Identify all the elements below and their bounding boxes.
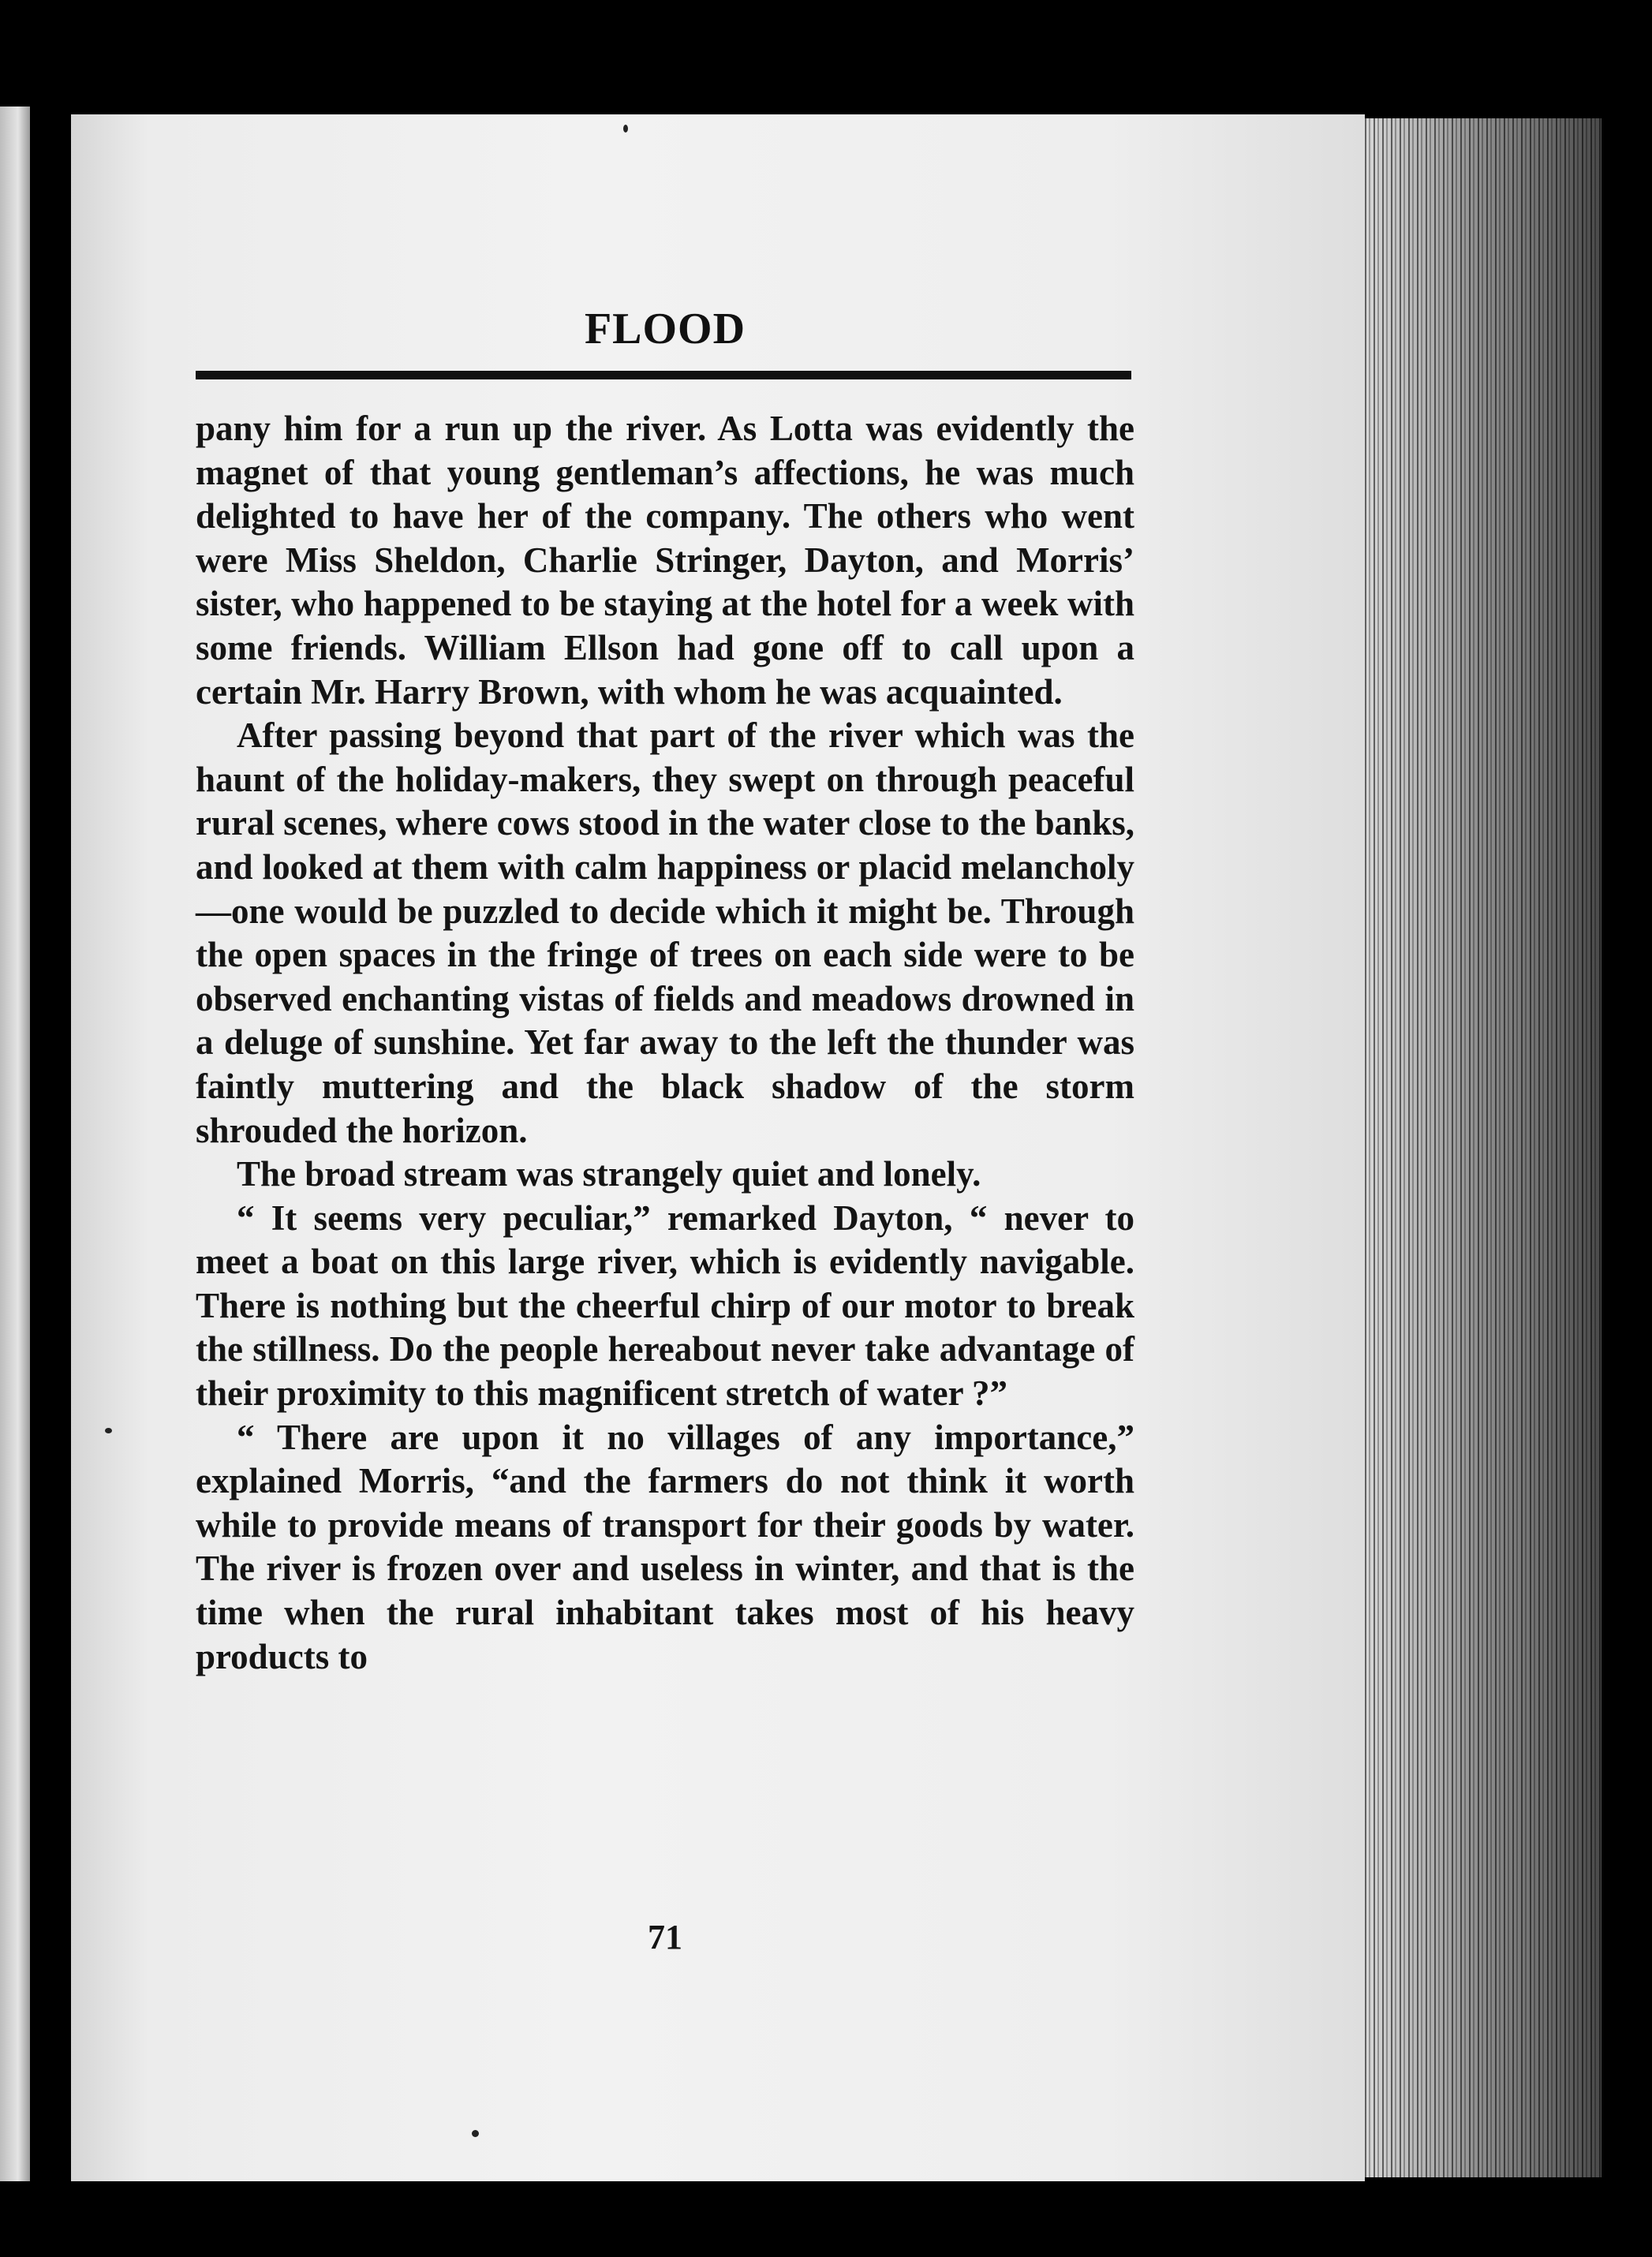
page-block-edges <box>1365 118 1602 2177</box>
page-number: 71 <box>648 1918 682 1956</box>
paragraph-5: “ There are upon it no villages of any importance,” explained Morris, “and the farmers do not think it worth while to provide means of transport for their goods by water. The river is frozen over and useless in winter, and that is the time when the rural inhabitant takes most of his heavy products to <box>196 1417 1134 1676</box>
scan-speck <box>623 125 628 133</box>
facing-page-edge <box>0 106 30 2181</box>
scan-speck <box>472 2130 479 2137</box>
header-rule <box>196 371 1131 379</box>
scan-speck <box>105 1428 112 1433</box>
body-text <box>196 407 1134 1679</box>
paragraph-1: pany him for a run up the river. As Lotta was evidently the magnet of that young gentleman’s affections, he was much delighted to have her of the company. The others who went were Miss Sheldon, Charlie Stringer, Dayton, and Morris’ sister, who happened to be staying at the hotel for a week with some friends. William Ellson had gone off to call upon a certain Mr. Harry Brown, with whom he was acquainted. <box>196 409 1134 712</box>
paragraph-2: After passing beyond that part of the river which was the haunt of the holiday-makers, they swept on through peaceful rural scenes, where cows stood in the water close to the banks, and looked at them with calm happiness or placid melancholy—one would be puzzled to decide which it might be. Through the open spaces in the fringe of trees on each side were to be observed enchanting vistas of fields and meadows drowned in a deluge of sunshine. Yet far away to the left the thunder was faintly muttering and the black shadow of the storm shrouded the horizon. <box>196 716 1134 1150</box>
paragraph-4: “ It seems very peculiar,” remarked Dayton, “ never to meet a boat on this large river, which is evidently navigable. There is nothing but the cheerful chirp of our motor to break the stillness. Do the people hereabout never take advantage of their proximity to this magnificent stretch of water ?” <box>196 1198 1134 1414</box>
paragraph-3: The broad stream was strangely quiet and lonely. <box>237 1154 981 1194</box>
running-head: FLOOD <box>584 305 746 353</box>
